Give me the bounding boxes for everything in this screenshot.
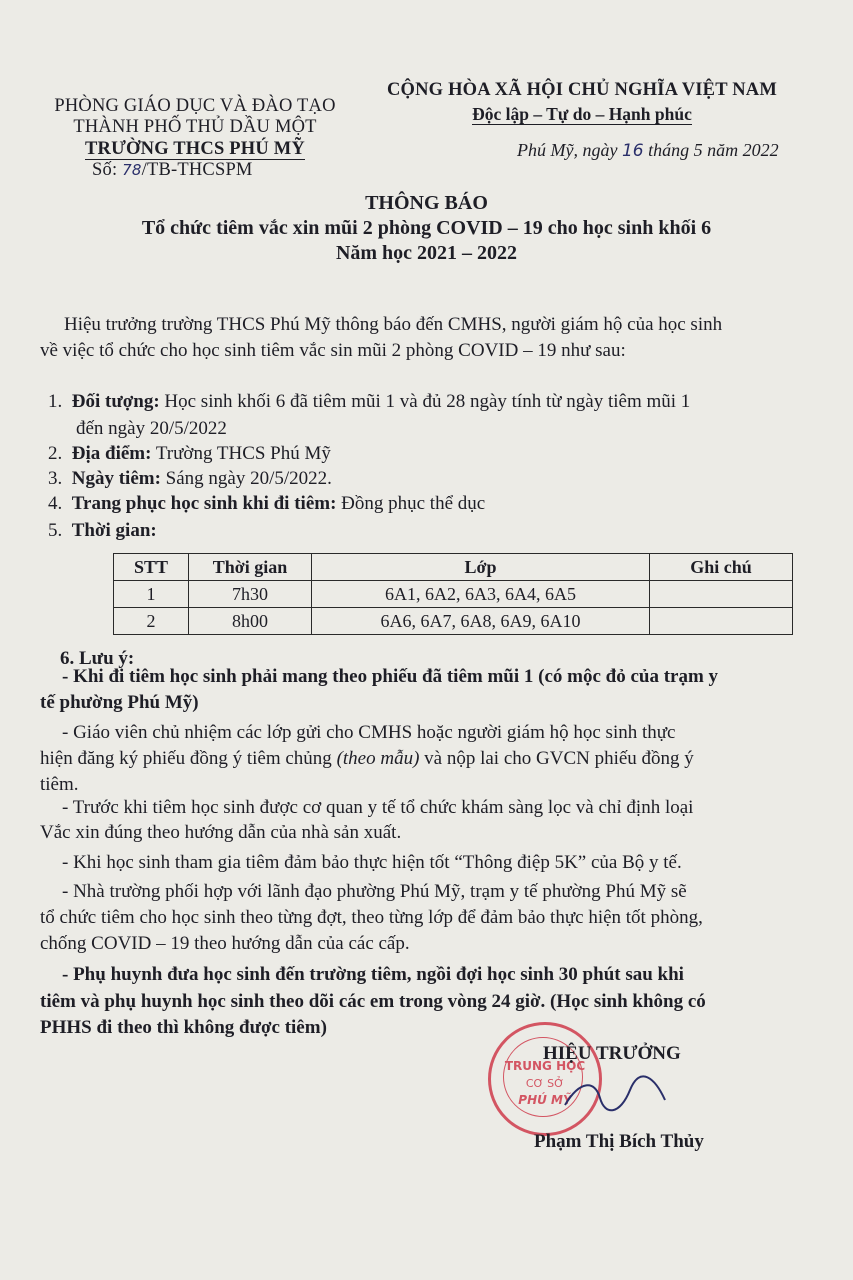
header-stt: STT <box>114 554 189 581</box>
cell-time: 7h30 <box>189 581 312 608</box>
country-name: CỘNG HÒA XÃ HỘI CHỦ NGHĨA VIỆT NAM <box>386 80 778 100</box>
note-6-line-1: - Phụ huynh đưa học sinh đến trường tiêm, ngồi đợi học sinh 30 phút sau khi <box>62 964 684 985</box>
issue-date-day: 16 <box>621 141 644 161</box>
school-seal: TRUNG HỌC CƠ SỞ PHÚ MỸ <box>488 1022 602 1136</box>
document-number-handwritten: 78 <box>122 161 142 179</box>
schedule-table <box>113 553 793 635</box>
note-3-line-2: Vắc xin đúng theo hướng dẫn của nhà sản xuất. <box>40 822 402 843</box>
cell-stt: 1 <box>114 581 189 608</box>
cell-time: 8h00 <box>189 608 312 635</box>
intro-line-2: về việc tổ chức cho học sinh tiêm vắc sin mũi 2 phòng COVID – 19 như sau: <box>40 340 626 361</box>
note-5-line-1: - Nhà trường phối hợp với lãnh đạo phường Phú Mỹ, trạm y tế phường Phú Mỹ sẽ <box>62 881 687 902</box>
cell-stt: 2 <box>114 608 189 635</box>
item-uniform: 4. Trang phục học sinh khi đi tiêm: Đồng phục thể dục <box>48 493 486 514</box>
document-subtitle: Tổ chức tiêm vắc xin mũi 2 phòng COVID – 19 cho học sinh khối 6 <box>141 217 712 239</box>
item-location: 2. Địa điểm: Trường THCS Phú Mỹ <box>48 443 331 464</box>
intro-line-1: Hiệu trưởng trường THCS Phú Mỹ thông báo đến CMHS, người giám hộ của học sinh <box>64 314 723 335</box>
cell-class: 6A6, 6A7, 6A8, 6A9, 6A10 <box>312 608 650 635</box>
header-note: Ghi chú <box>650 554 793 581</box>
document-title: THÔNG BÁO <box>365 192 488 214</box>
note-6-line-3: PHHS đi theo thì không được tiêm) <box>40 1017 327 1038</box>
notes-heading: 6. Lưu ý: <box>60 648 135 669</box>
school-year: Năm học 2021 – 2022 <box>335 242 518 264</box>
note-3-line-1: - Trước khi tiêm học sinh được cơ quan y tế tổ chức khám sàng lọc và chỉ định loại <box>62 797 694 818</box>
header-time: Thời gian <box>189 554 312 581</box>
item-time: 5. Thời gian: <box>48 520 157 541</box>
note-2-line-3: tiêm. <box>40 774 79 795</box>
issue-date: Phú Mỹ, ngày 16 tháng 5 năm 2022 <box>517 140 779 161</box>
document-number: Số: 78/TB-THCSPM <box>92 160 253 180</box>
agency-name: PHÒNG GIÁO DỤC VÀ ĐÀO TẠO <box>54 96 336 116</box>
header-class: Lớp <box>312 554 650 581</box>
note-6-line-2: tiêm và phụ huynh học sinh theo dõi các em trong vòng 24 giờ. (Học sinh không có <box>40 991 706 1012</box>
note-2-line-2: hiện đăng ký phiếu đồng ý tiêm chủng (theo mẫu) và nộp lai cho GVCN phiếu đồng ý <box>40 748 694 769</box>
item-target-cont: đến ngày 20/5/2022 <box>76 418 227 439</box>
table-header-row <box>114 554 793 581</box>
signature-role: HIỆU TRƯỞNG <box>543 1043 681 1064</box>
school-name: TRƯỜNG THCS PHÚ MỸ <box>85 139 305 159</box>
note-5-line-3: chống COVID – 19 theo hướng dẫn của các cấp. <box>40 933 410 954</box>
cell-note <box>650 581 793 608</box>
cell-class: 6A1, 6A2, 6A3, 6A4, 6A5 <box>312 581 650 608</box>
note-5-line-2: tổ chức tiêm cho học sinh theo từng đợt, theo từng lớp để đảm bảo thực hiện tốt phòng, <box>40 907 703 928</box>
cell-note <box>650 608 793 635</box>
table-row <box>114 581 793 608</box>
note-1-line-2: tế phường Phú Mỹ) <box>40 692 199 713</box>
item-target: 1. Đối tượng: Học sinh khối 6 đã tiêm mũi 1 và đủ 28 ngày tính từ ngày tiêm mũi 1 <box>48 391 691 412</box>
signature-mark <box>560 1070 670 1120</box>
note-2-line-1: - Giáo viên chủ nhiệm các lớp gửi cho CMHS hoặc người giám hộ học sinh thực <box>62 722 676 743</box>
national-motto: Độc lập – Tự do – Hạnh phúc <box>472 104 692 124</box>
item-date: 3. Ngày tiêm: Sáng ngày 20/5/2022. <box>48 468 332 489</box>
note-4-line-1: - Khi học sinh tham gia tiêm đảm bảo thực hiện tốt “Thông điệp 5K” của Bộ y tế. <box>62 852 682 873</box>
note-1-line-1: - Khi đi tiêm học sinh phải mang theo phiếu đã tiêm mũi 1 (có mộc đỏ của trạm y <box>62 666 719 687</box>
table-row <box>114 608 793 635</box>
signer-name: Phạm Thị Bích Thủy <box>534 1131 704 1152</box>
city-name: THÀNH PHỐ THỦ DẦU MỘT <box>73 117 317 137</box>
